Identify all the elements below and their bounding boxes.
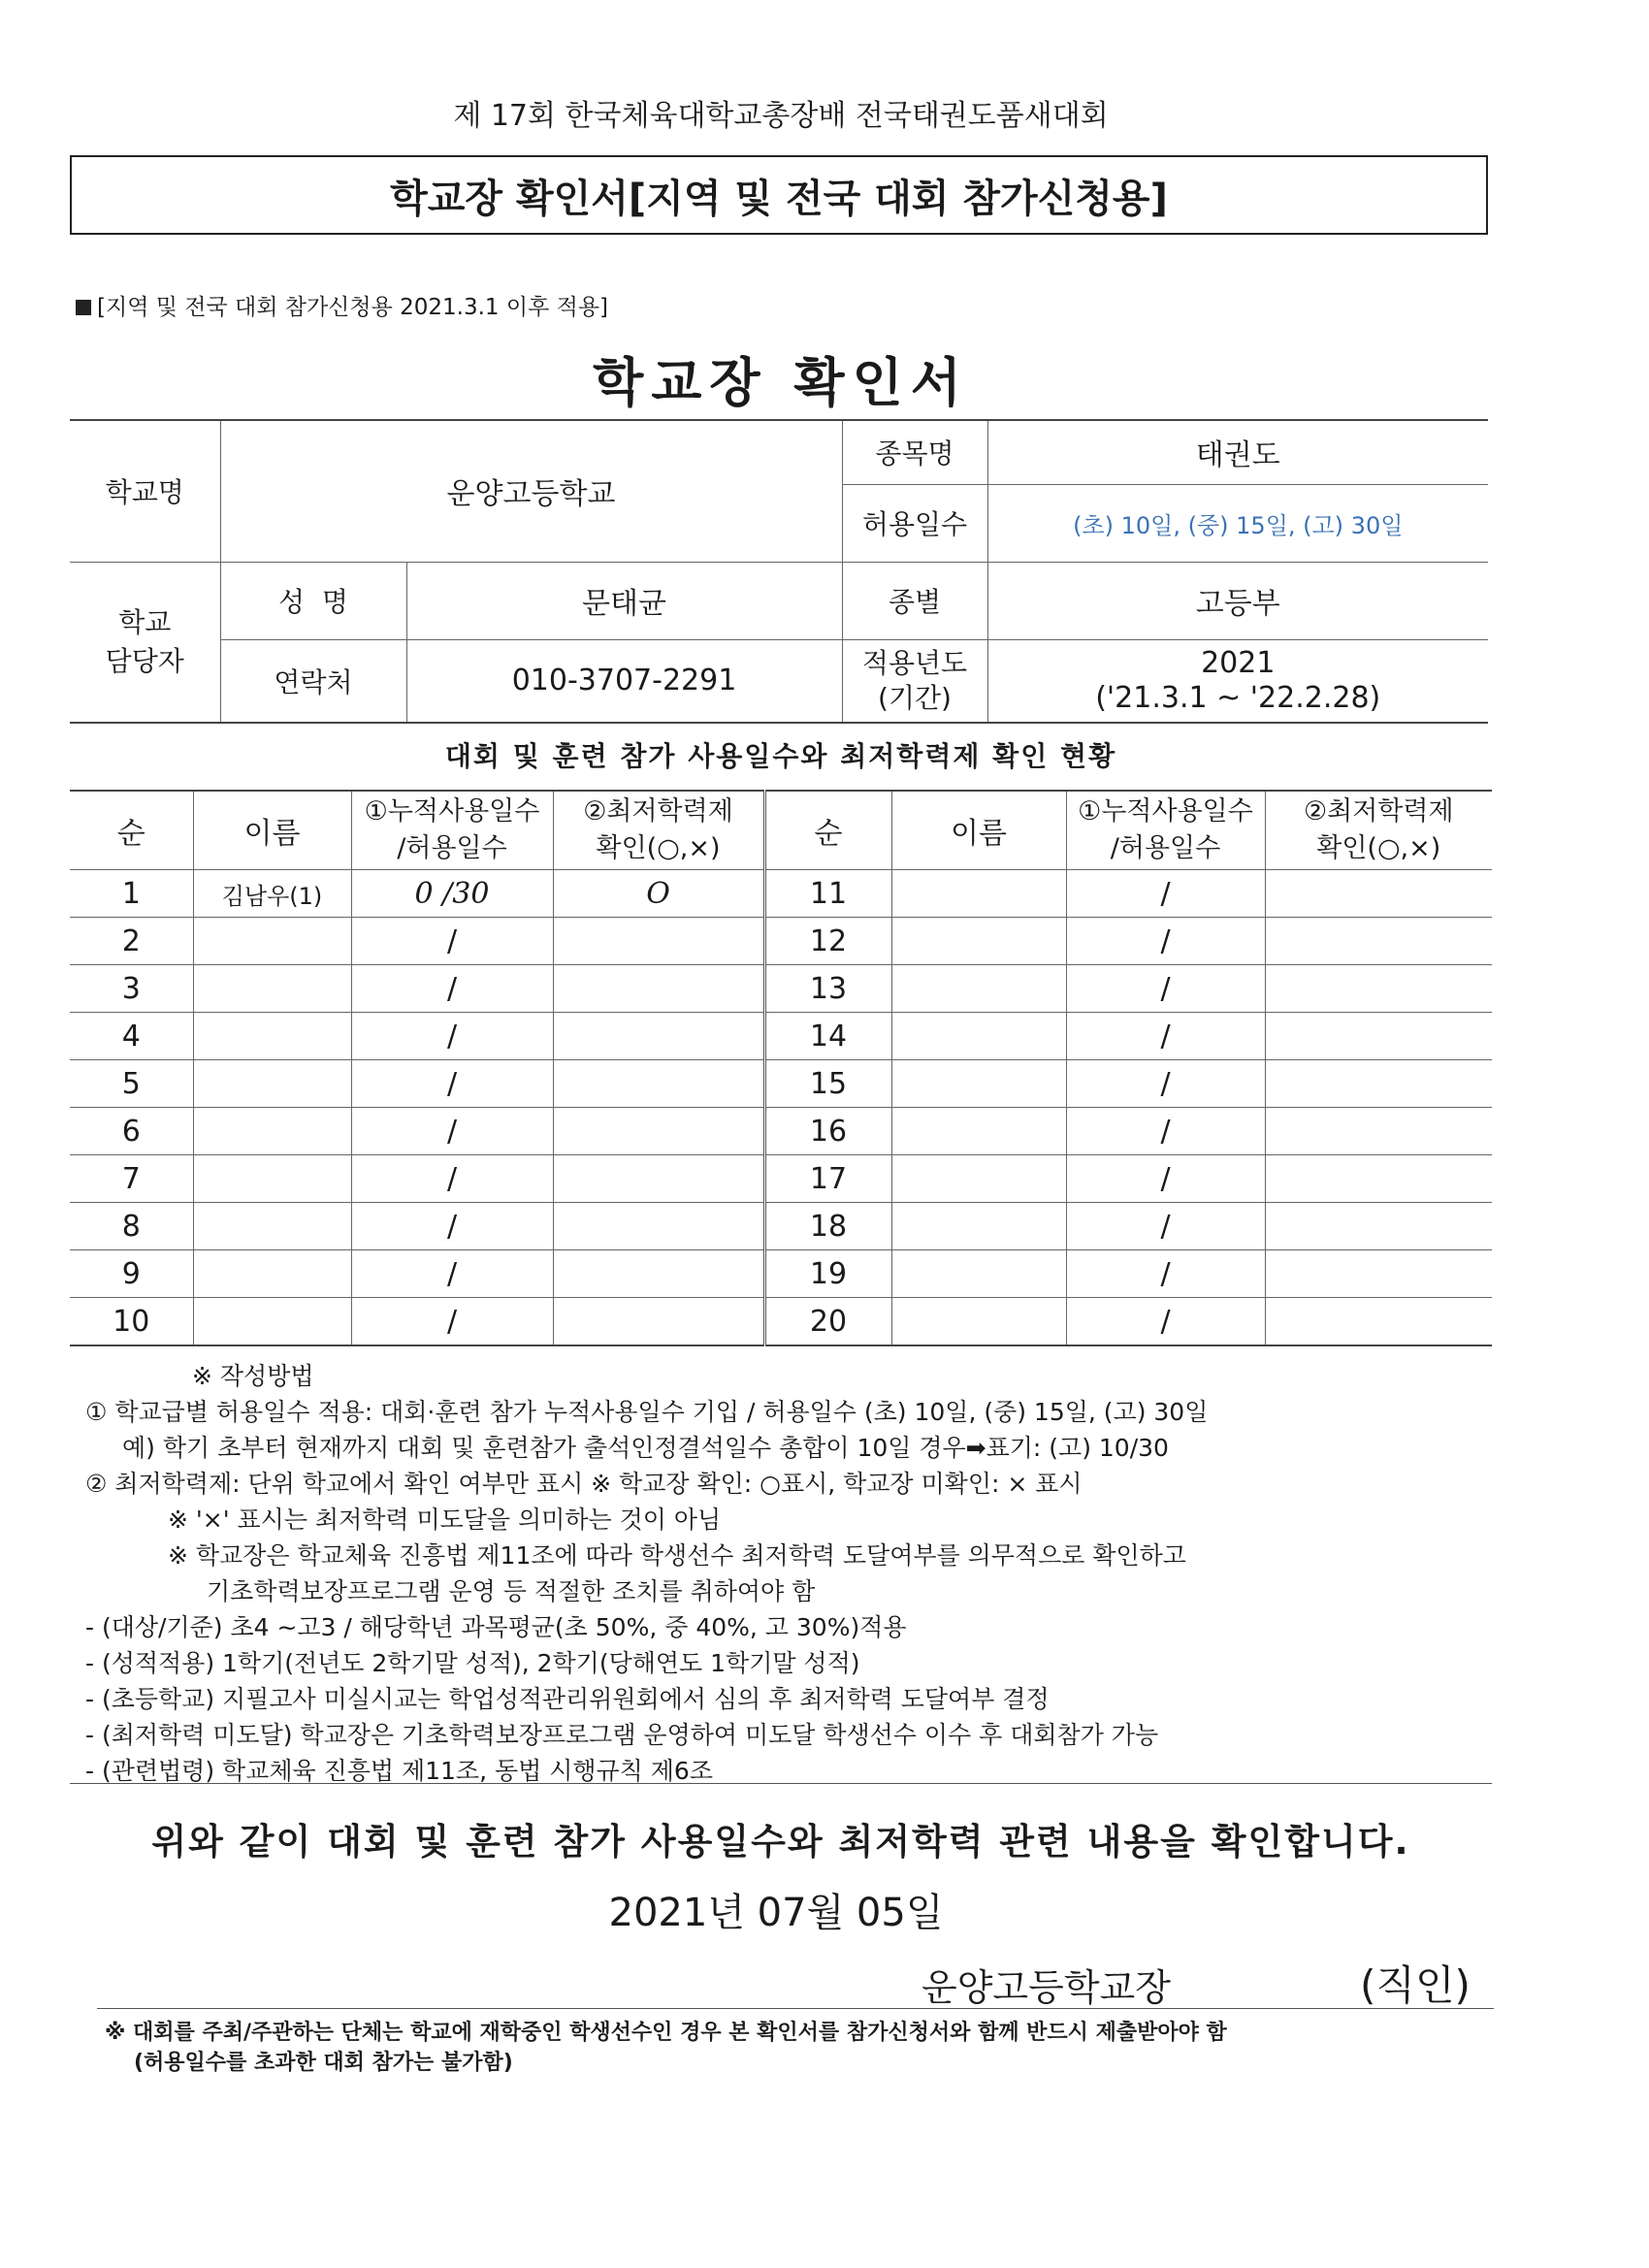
student-name — [891, 1298, 1066, 1346]
row-number: 19 — [764, 1250, 891, 1298]
notice — [76, 289, 608, 321]
academic-check — [553, 918, 764, 965]
row-number: 12 — [764, 918, 891, 965]
header-academic: ②최저학력제 확인(○,×) — [553, 791, 764, 870]
row-number: 5 — [70, 1060, 193, 1108]
header-academic: ②최저학력제 확인(○,×) — [1265, 791, 1492, 870]
year-label: 적용년도 (기간) — [842, 639, 987, 723]
row-number: 17 — [764, 1155, 891, 1203]
student-name: 김남우(1) — [193, 870, 351, 918]
days-used: / — [1066, 1298, 1265, 1346]
table-row — [70, 1250, 1492, 1298]
days-used: / — [351, 1013, 553, 1060]
header-no: 순 — [764, 791, 891, 870]
academic-check — [1265, 870, 1492, 918]
academic-check — [1265, 1298, 1492, 1346]
official-seal-label: (직인) — [1360, 1961, 1471, 2009]
academic-check — [553, 1108, 764, 1155]
academic-check — [553, 1013, 764, 1060]
table-row — [70, 1203, 1492, 1250]
academic-check — [553, 1250, 764, 1298]
table-row — [70, 918, 1492, 965]
header-name: 이름 — [891, 791, 1066, 870]
student-name — [193, 1155, 351, 1203]
row-number: 11 — [764, 870, 891, 918]
issue-date: 2021년 07월 05일 — [608, 1891, 944, 1935]
header-days: ①누적사용일수 /허용일수 — [1066, 791, 1265, 870]
row-number: 20 — [764, 1298, 891, 1346]
guide-line: 예) 학기 초부터 현재까지 대회 및 훈련참가 출석인정결석일수 총합이 10일 경우➡표기: (고) 10/30 — [122, 1434, 1169, 1462]
divider — [97, 2008, 1494, 2009]
academic-check — [1265, 918, 1492, 965]
row-number: 16 — [764, 1108, 891, 1155]
days-used: / — [1066, 1250, 1265, 1298]
info-table — [70, 419, 1488, 724]
days-used: / — [351, 1060, 553, 1108]
academic-check — [1265, 1155, 1492, 1203]
year-cell — [987, 639, 1488, 723]
academic-check — [553, 1060, 764, 1108]
year-value: 2021 — [1201, 645, 1276, 680]
student-name — [193, 965, 351, 1013]
header-name: 이름 — [193, 791, 351, 870]
guide-line: ② 최저학력제: 단위 학교에서 확인 여부만 표시 ※ 학교장 확인: ○표시, 학교장 미확인: × 표시 — [85, 1470, 1083, 1498]
academic-check — [1265, 1060, 1492, 1108]
divider — [70, 1783, 1492, 1784]
guide-line: ① 학교급별 허용일수 적용: 대회·훈련 참가 누적사용일수 기입 / 허용일수 (초) 10일, (중) 15일, (고) 30일 — [85, 1398, 1209, 1426]
row-number: 14 — [764, 1013, 891, 1060]
guide-line: - (성적적용) 1학기(전년도 2학기말 성적), 2학기(당해연도 1학기말 성적) — [85, 1649, 860, 1677]
signer: 운양고등학교장 — [922, 1966, 1171, 2009]
guide-line: ※ '×' 표시는 최저학력 미도달을 의미하는 것이 아님 — [168, 1506, 722, 1534]
student-name — [891, 1155, 1066, 1203]
days-used: / — [1066, 1108, 1265, 1155]
academic-check — [1265, 1108, 1492, 1155]
school-value: 운양고등학교 — [220, 420, 842, 562]
row-number: 10 — [70, 1298, 193, 1346]
student-name — [193, 1060, 351, 1108]
days-used: / — [1066, 870, 1265, 918]
guide-line: - (대상/기준) 초4 ~고3 / 해당학년 과목평균(초 50%, 중 40%, 고 30%)적용 — [85, 1613, 907, 1641]
guide-title: ※ 작성방법 — [192, 1362, 314, 1390]
days-used: / — [1066, 918, 1265, 965]
division-label: 종별 — [842, 562, 987, 639]
days-used: / — [1066, 1060, 1265, 1108]
row-number: 6 — [70, 1108, 193, 1155]
row-number: 8 — [70, 1203, 193, 1250]
student-name — [891, 1250, 1066, 1298]
student-name — [193, 918, 351, 965]
event-title: 제 17회 한국체육대학교총장배 전국태권도품새대회 — [453, 99, 1109, 133]
table-row — [70, 965, 1492, 1013]
row-number: 4 — [70, 1013, 193, 1060]
days-used: / — [351, 1155, 553, 1203]
table-row — [70, 1013, 1492, 1060]
academic-check — [553, 1203, 764, 1250]
name-label: 성 명 — [220, 562, 406, 639]
student-name — [891, 1108, 1066, 1155]
guide-line: ※ 학교장은 학교체육 진흥법 제11조에 따라 학생선수 최저학력 도달여부를 의무적으로 확인하고 — [168, 1541, 1186, 1570]
student-name — [193, 1250, 351, 1298]
academic-check — [1265, 1250, 1492, 1298]
form-title: 학교장 확인서[지역 및 전국 대회 참가신청용] — [70, 155, 1488, 235]
days-used: / — [351, 1108, 553, 1155]
student-name — [193, 1013, 351, 1060]
table-row — [70, 1298, 1492, 1346]
guide-line: 기초학력보장프로그램 운영 등 적절한 조치를 취하여야 함 — [207, 1577, 816, 1605]
event-label: 종목명 — [842, 420, 987, 484]
academic-check — [1265, 965, 1492, 1013]
row-number: 3 — [70, 965, 193, 1013]
student-name — [193, 1108, 351, 1155]
header-no: 순 — [70, 791, 193, 870]
table-row — [70, 1060, 1492, 1108]
contact-value: 010-3707-2291 — [406, 639, 842, 723]
table-row — [70, 870, 1492, 918]
period-value: ('21.3.1 ~ '22.2.28) — [1095, 680, 1381, 715]
academic-check — [1265, 1203, 1492, 1250]
days-used: / — [351, 1250, 553, 1298]
row-number: 2 — [70, 918, 193, 965]
header-days: ①누적사용일수 /허용일수 — [351, 791, 553, 870]
footnote-line: ※ 대회를 주최/주관하는 단체는 학교에 재학중인 학생선수인 경우 본 확인서를 참가신청서와 함께 반드시 제출받아야 함 — [105, 2021, 1227, 2045]
allowed-days-label: 허용일수 — [842, 484, 987, 562]
contact-label: 연락처 — [220, 639, 406, 723]
name-value: 문태균 — [406, 562, 842, 639]
student-name — [891, 1060, 1066, 1108]
days-used: / — [1066, 1155, 1265, 1203]
row-number: 15 — [764, 1060, 891, 1108]
academic-check — [553, 1155, 764, 1203]
school-label: 학교명 — [70, 420, 220, 562]
guide-line: - (관련법령) 학교체육 진흥법 제11조, 동법 시행규칙 제6조 — [85, 1757, 713, 1785]
square-bullet-icon — [76, 300, 91, 315]
section-title: 대회 및 훈련 참가 사용일수와 최저학력제 확인 현황 — [444, 740, 1117, 772]
academic-check — [553, 1298, 764, 1346]
academic-check — [1265, 1013, 1492, 1060]
allowed-days-value: (초) 10일, (중) 15일, (고) 30일 — [987, 484, 1488, 562]
student-name — [891, 870, 1066, 918]
roster-table — [70, 790, 1492, 1346]
guide-line: - (초등학교) 지필고사 미실시교는 학업성적관리위원회에서 심의 후 최저학력 도달여부 결정 — [85, 1685, 1050, 1713]
manager-label: 학교 담당자 — [70, 562, 220, 723]
footnote — [105, 2018, 1502, 2078]
writing-guide — [76, 1358, 1511, 1789]
row-number: 1 — [70, 870, 193, 918]
table-row — [70, 1108, 1492, 1155]
division-value: 고등부 — [987, 562, 1488, 639]
academic-check: O — [553, 870, 764, 918]
student-name — [891, 965, 1066, 1013]
student-name — [891, 1203, 1066, 1250]
document-title: 학교장 확인서 — [593, 352, 969, 413]
days-used: / — [1066, 1203, 1265, 1250]
days-used: 0 /30 — [351, 870, 553, 918]
student-name — [891, 1013, 1066, 1060]
academic-check — [553, 965, 764, 1013]
student-name — [193, 1203, 351, 1250]
row-number: 18 — [764, 1203, 891, 1250]
days-used: / — [351, 965, 553, 1013]
days-used: / — [351, 918, 553, 965]
event-value: 태권도 — [987, 420, 1488, 484]
days-used: / — [351, 1298, 553, 1346]
days-used: / — [1066, 1013, 1265, 1060]
row-number: 13 — [764, 965, 891, 1013]
guide-line: - (최저학력 미도달) 학교장은 기초학력보장프로그램 운영하여 미도달 학생선수 이수 후 대회참가 가능 — [85, 1721, 1159, 1749]
row-number: 7 — [70, 1155, 193, 1203]
row-number: 9 — [70, 1250, 193, 1298]
notice-text: [지역 및 전국 대회 참가신청용 2021.3.1 이후 적용] — [97, 295, 609, 320]
table-row — [70, 1155, 1492, 1203]
student-name — [193, 1298, 351, 1346]
days-used: / — [1066, 965, 1265, 1013]
days-used: / — [351, 1203, 553, 1250]
confirmation-text: 위와 같이 대회 및 훈련 참가 사용일수와 최저학력 관련 내용을 확인합니다. — [151, 1821, 1410, 1863]
student-name — [891, 918, 1066, 965]
footnote-line: (허용일수를 초과한 대회 참가는 불가함) — [134, 2051, 513, 2075]
